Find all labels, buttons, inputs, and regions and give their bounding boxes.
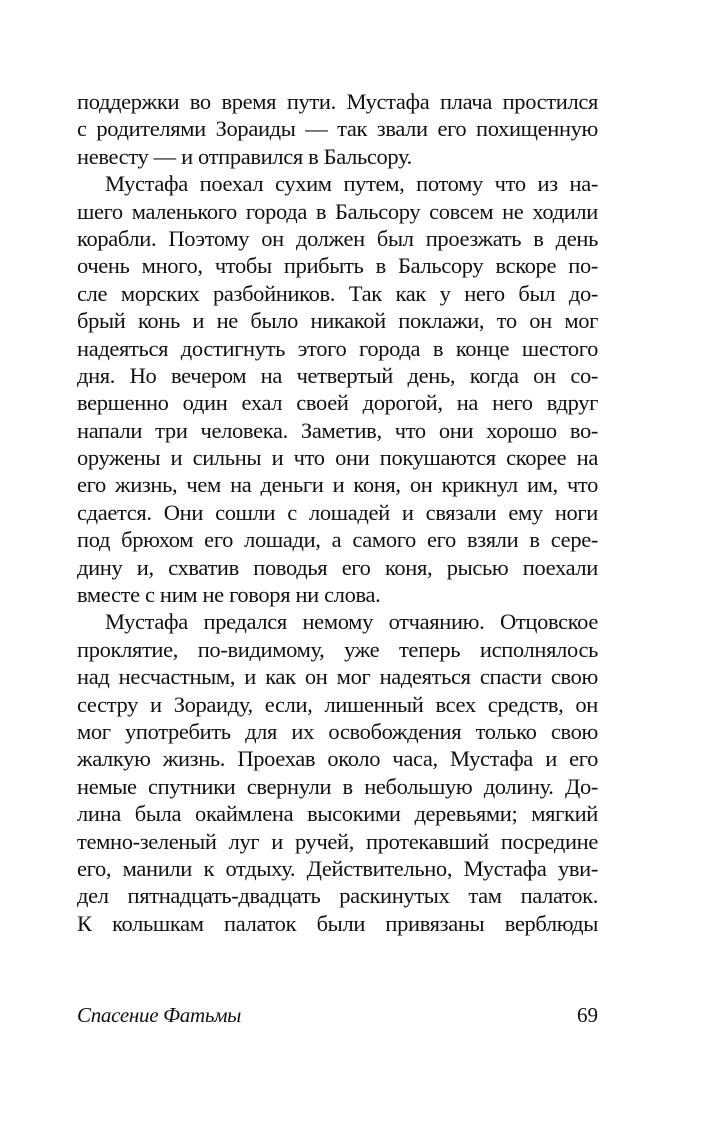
text-line: поддержки во время пути. Мустафа плача простился bbox=[77, 89, 598, 114]
text-line: сле морских разбойников. Так как у него был до- bbox=[77, 280, 598, 306]
text-line: лина была окаймлена высокими деревьями; мягкий bbox=[77, 801, 598, 827]
text-line: немые спутники свернули в небольшую долину. До- bbox=[77, 773, 598, 799]
text-line: мог употребить для их освобождения только свою bbox=[77, 718, 598, 744]
text-line: дел пятнадцать-двадцать раскинутых там палаток. bbox=[77, 883, 598, 909]
text-line: дину и, схватив поводья его коня, рысью поехали bbox=[77, 554, 598, 580]
text-line: дня. Но вечером на четвертый день, когда он со- bbox=[77, 362, 598, 388]
text-line: сдается. Они сошли с лошадей и связали ему ноги bbox=[77, 499, 598, 525]
text-line: невесту — и отправился в Бальсору. bbox=[77, 143, 412, 169]
text-line: К кольшкам палаток были привязаны верблюды bbox=[77, 910, 598, 936]
text-line: под брюхом его лошади, а самого его взяли в сере- bbox=[77, 527, 598, 553]
text-line: сестру и Зораиду, если, лишенный всех средств, он bbox=[77, 691, 598, 717]
text-line: очень много, чтобы прибыть в Бальсору вскоре по- bbox=[77, 253, 598, 279]
text-line: шего маленького города в Бальсору совсем не ходили bbox=[77, 198, 598, 224]
text-line: напали три человека. Заметив, что они хорошо во- bbox=[77, 417, 598, 443]
text-line: брый конь и не было никакой поклажи, то он мог bbox=[77, 308, 598, 334]
text-line: корабли. Поэтому он должен был проезжать в день bbox=[77, 225, 598, 251]
text-line: темно-зеленый луг и ручей, протекавший посредине bbox=[77, 828, 598, 854]
page-number: 69 bbox=[577, 1003, 598, 1027]
text-line: его жизнь, чем на деньги и коня, он крикнул им, что bbox=[77, 472, 598, 498]
text-line: вместе с ним не говоря ни слова. bbox=[77, 582, 381, 608]
text-line: Мустафа предался немому отчаянию. Отцовское bbox=[105, 609, 598, 635]
text-line: с родителями Зораиды — так звали его похищенную bbox=[77, 116, 598, 142]
text-line: жалкую жизнь. Проехав около часа, Мустафа и его bbox=[77, 746, 598, 772]
text-line: его, манили к отдыху. Действительно, Мустафа уви- bbox=[77, 855, 598, 881]
running-title: Спасение Фатьмы bbox=[77, 1003, 242, 1027]
text-line: над несчастным, и как он мог надеяться спасти свою bbox=[77, 664, 598, 690]
text-line: надеяться достигнуть этого города в конце шестого bbox=[77, 335, 598, 361]
text-line: вершенно один ехал своей дорогой, на него вдруг bbox=[77, 390, 598, 416]
text-line: Мустафа поехал сухим путем, потому что из на- bbox=[105, 171, 598, 197]
page-footer bbox=[77, 1000, 598, 1030]
text-line: оружены и сильны и что они покушаются скорее на bbox=[77, 445, 598, 471]
text-line: проклятие, по-видимому, уже теперь исполнялось bbox=[77, 636, 598, 662]
body-text bbox=[77, 88, 598, 937]
